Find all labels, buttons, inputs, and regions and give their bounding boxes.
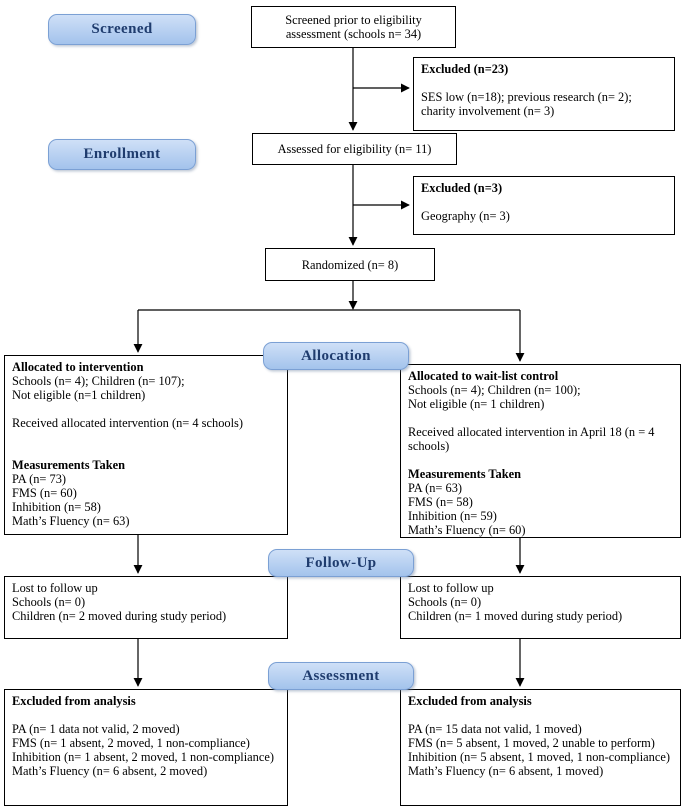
spacer-line	[421, 195, 667, 209]
text-line: Children (n= 2 moved during study period)	[12, 609, 227, 623]
text-line	[408, 453, 673, 467]
text-line	[12, 708, 280, 722]
text-line	[408, 708, 673, 722]
text-line: Inhibition (n= 58)	[12, 500, 101, 514]
text-line: Schools (n= 0)	[12, 595, 86, 609]
text-line: Allocated to intervention	[12, 360, 144, 374]
excluded-title: Excluded (n=23)	[421, 62, 509, 76]
box-excluded-analysis-intervention	[4, 689, 288, 806]
stage-label-allocation	[263, 342, 409, 370]
text-line	[12, 430, 280, 444]
text-line: FMS (n= 1 absent, 2 moved, 1 non-compliance)	[12, 736, 250, 750]
box-randomized	[265, 248, 435, 281]
text-line: Math’s Fluency (n= 6 absent, 2 moved)	[12, 764, 208, 778]
excluded-reasons: Geography (n= 3)	[421, 209, 510, 223]
text-line: Not eligible (n=1 children)	[12, 388, 146, 402]
excluded-title: Excluded (n=3)	[421, 181, 503, 195]
stage-label-text: Enrollment	[83, 146, 161, 162]
box-allocated-intervention	[4, 355, 288, 535]
stage-label-enrollment	[48, 139, 196, 170]
text-line: Children (n= 1 moved during study period)	[408, 609, 623, 623]
box-text: Assessed for eligibility (n= 11)	[277, 142, 432, 156]
text-line: FMS (n= 60)	[12, 486, 77, 500]
text-line: Schools (n= 4); Children (n= 100);	[408, 383, 581, 397]
box-excluded-screening	[413, 57, 675, 131]
text-line: Schools (n= 4); Children (n= 107);	[12, 374, 185, 388]
text-line: Math’s Fluency (n= 63)	[12, 514, 130, 528]
text-line: Math’s Fluency (n= 6 absent, 1 moved)	[408, 764, 604, 778]
text-line: Allocated to wait-list control	[408, 369, 559, 383]
box-text: Randomized (n= 8)	[301, 257, 399, 272]
excluded-reasons: SES low (n=18); previous research (n= 2); charity involvement (n= 3)	[421, 90, 632, 118]
text-line: Excluded from analysis	[12, 694, 136, 708]
box-screened-prior	[251, 6, 456, 48]
box-assessed-eligibility	[252, 133, 457, 165]
box-text: Screened prior to eligibility assessment (schools n= 34)	[285, 13, 422, 41]
text-line: Inhibition (n= 5 absent, 1 moved, 1 non-compliance)	[408, 750, 670, 764]
text-line: Inhibition (n= 1 absent, 2 moved, 1 non-compliance)	[12, 750, 274, 764]
stage-label-text: Follow-Up	[305, 554, 377, 571]
box-excluded-analysis-control	[400, 689, 681, 806]
stage-label-screened	[48, 14, 196, 45]
text-line	[12, 444, 280, 458]
stage-label-follow-up	[268, 549, 414, 577]
box-lost-followup-control	[400, 576, 681, 639]
text-line: Lost to follow up	[408, 581, 494, 595]
text-line: Not eligible (n= 1 children)	[408, 397, 545, 411]
text-line: Schools (n= 0)	[408, 595, 482, 609]
text-line: Lost to follow up	[12, 581, 98, 595]
text-line: FMS (n= 5 absent, 1 moved, 2 unable to perform)	[408, 736, 655, 750]
stage-label-text: Assessment	[302, 667, 380, 684]
box-excluded-enrollment	[413, 176, 675, 235]
text-line: PA (n= 1 data not valid, 2 moved)	[12, 722, 180, 736]
text-line: Received allocated intervention (n= 4 schools)	[12, 416, 243, 430]
stage-label-assessment	[268, 662, 414, 690]
box-allocated-waitlist-control	[400, 364, 681, 538]
text-line: PA (n= 15 data not valid, 1 moved)	[408, 722, 582, 736]
text-line: Excluded from analysis	[408, 694, 532, 708]
box-lost-followup-intervention	[4, 576, 288, 639]
text-line: Measurements Taken	[12, 458, 126, 472]
text-line: PA (n= 73)	[12, 472, 67, 486]
text-line: Measurements Taken	[408, 467, 522, 481]
stage-label-text: Screened	[91, 21, 153, 37]
stage-label-text: Allocation	[301, 347, 371, 364]
spacer-line	[421, 76, 667, 90]
text-line: FMS (n= 58)	[408, 495, 473, 509]
text-line: PA (n= 63)	[408, 481, 463, 495]
text-line: Received allocated intervention in April 18 (n = 4 schools)	[408, 425, 655, 453]
text-line: Math’s Fluency (n= 60)	[408, 523, 526, 537]
text-line	[408, 411, 673, 425]
text-line	[12, 402, 280, 416]
text-line: Inhibition (n= 59)	[408, 509, 497, 523]
